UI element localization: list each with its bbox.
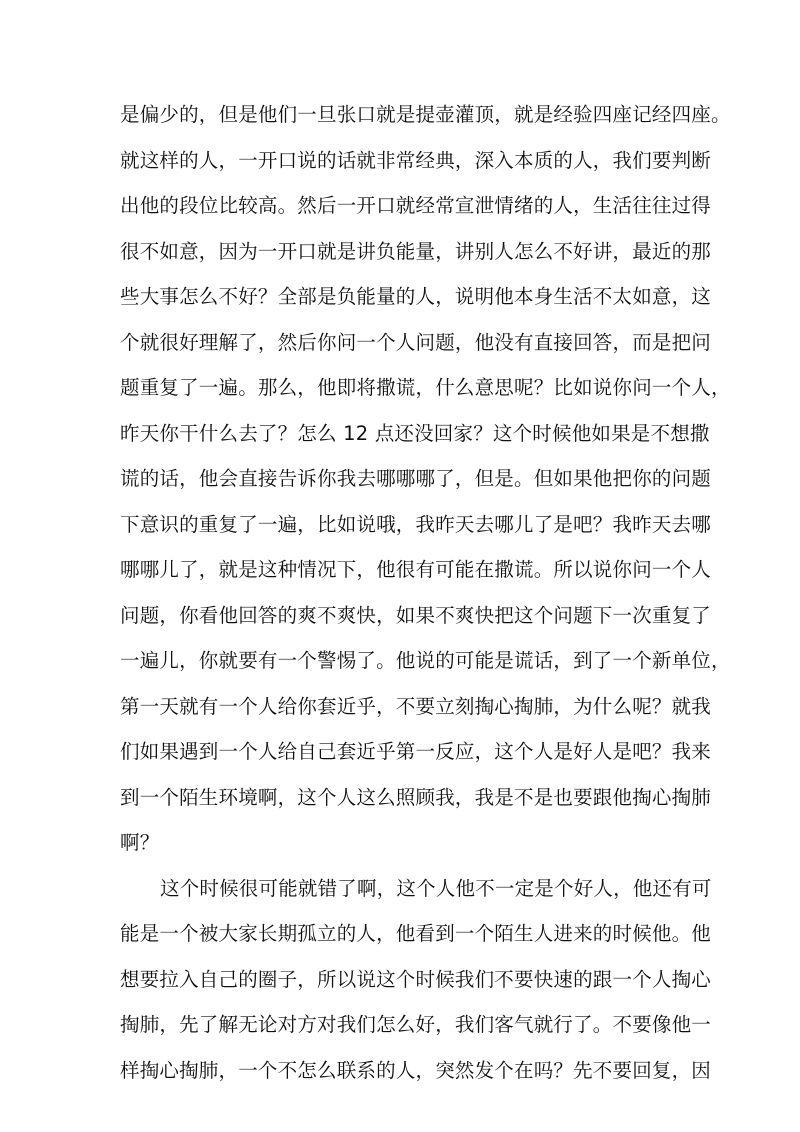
text-line: 样掏心掏肺，一个不怎么联系的人，突然发个在吗？先不要回复，因: [120, 1058, 712, 1082]
text-line: 问题，你看他回答的爽不爽快，如果不爽快把这个问题下一次重复了: [120, 603, 712, 627]
text-line: 些大事怎么不好？全部是负能量的人，说明他本身生活不太如意，这: [120, 285, 712, 308]
text-line: 一遍儿，你就要有一个警惕了。他说的可能是谎话，到了一个新单位，: [120, 649, 731, 672]
text-line: 们如果遇到一个人给自己套近乎第一反应，这个人是好人是吧？我来: [120, 740, 712, 763]
text-line: 题重复了一遍。那么，他即将撒谎，什么意思呢？比如说你问一个人，: [120, 376, 731, 399]
text-line: 昨天你干什么去了？怎么 12 点还没回家？这个时候他如果是不想撒: [120, 421, 710, 445]
text-line: 下意识的重复了一遍，比如说哦，我昨天去哪儿了是吧？我昨天去哪: [120, 512, 712, 536]
text-line: 很不如意，因为一开口就是讲负能量，讲别人怎么不好讲，最近的那: [120, 239, 712, 263]
text-line: 能是一个被大家长期孤立的人，他看到一个陌生人进来的时候他。他: [120, 922, 712, 945]
text-line: 想要拉入自己的圈子，所以说这个时候我们不要快速的跟一个人掏心: [120, 967, 712, 991]
text-line: 啊？: [120, 831, 160, 854]
text-line: 是偏少的，但是他们一旦张口就是提壶灌顶，就是经验四座记经四座。: [120, 103, 731, 126]
text-line: 就这样的人，一开口说的话就非常经典，深入本质的人，我们要判断: [120, 148, 712, 172]
text-line: 掏肺，先了解无论对方对我们怎么好，我们客气就行了。不要像他一: [120, 1013, 712, 1036]
document-body: [120, 92, 731, 1093]
text-line: 到一个陌生环境啊，这个人这么照顾我，我是不是也要跟他掏心掏肺: [120, 785, 712, 809]
text-line: 出他的段位比较高。然后一开口就经常宣泄情绪的人，生活往往过得: [120, 194, 712, 217]
text-line: 谎的话，他会直接告诉你我去哪哪哪了，但是。但如果他把你的问题: [120, 467, 712, 490]
text-line: 个就很好理解了，然后你问一个人问题，他没有直接回答，而是把问: [120, 330, 712, 354]
text-line: 哪哪儿了，就是这种情况下，他很有可能在撒谎。所以说你问一个人: [120, 558, 712, 581]
paragraph-first-line: 这个时候很可能就错了啊，这个人他不一定是个好人，他还有可: [160, 876, 712, 900]
text-line: 第一天就有一个人给你套近乎，不要立刻掏心掏肺，为什么呢？就我: [120, 694, 712, 718]
